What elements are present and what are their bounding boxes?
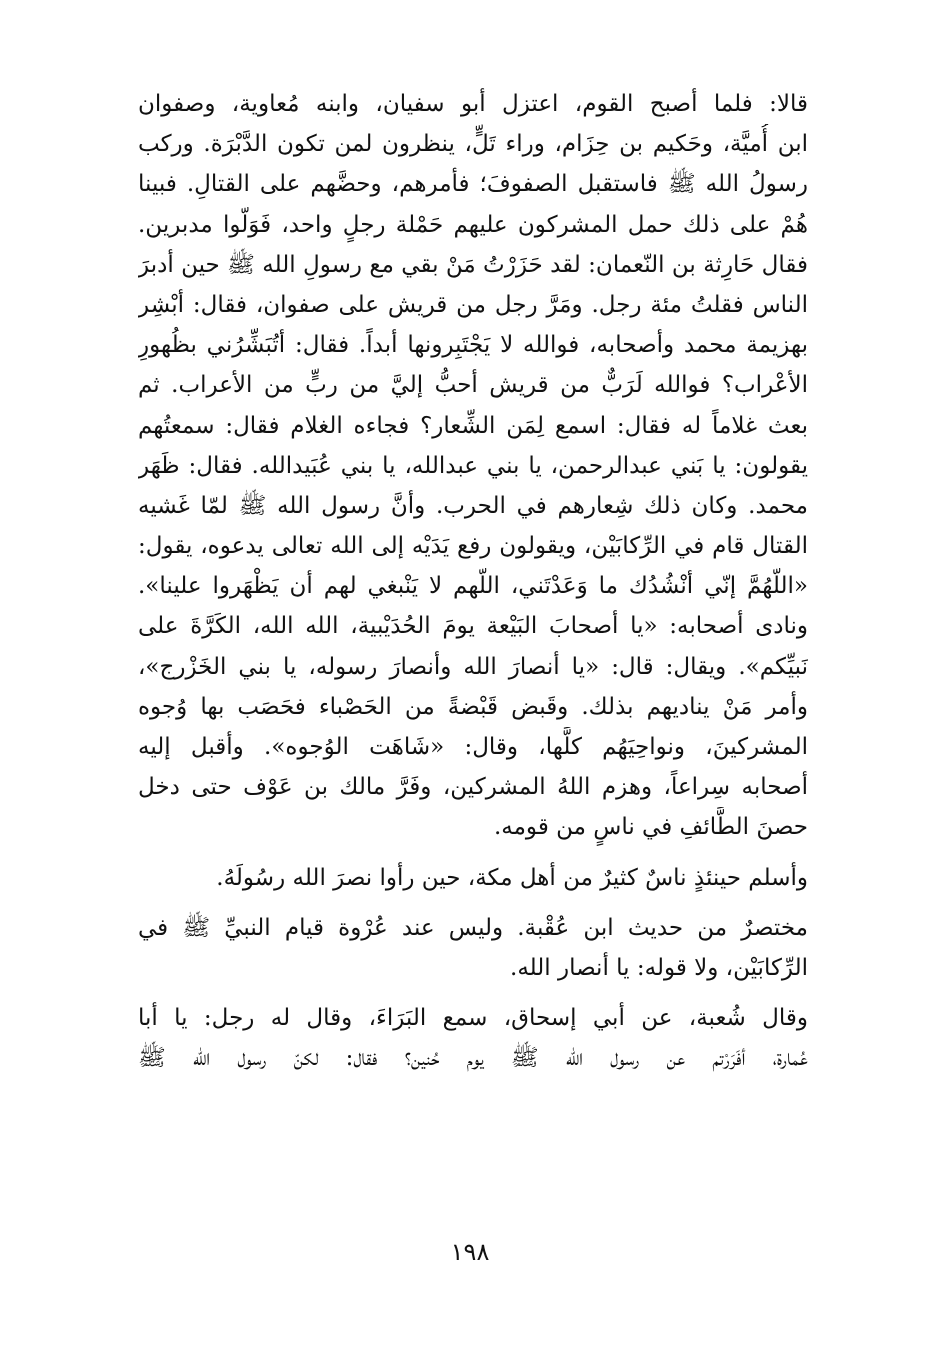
text-line: «اللّهُمَّ إنّي أنْشُدُك ما وَعَدْتَني، اللّهم لا يَنْبغي لهم أن يَظْهَروا علينا». [138, 573, 808, 600]
text-line: وأسلم حينئذٍ ناسٌ كثيرٌ من أهل مكة، حين رأوا نصرَ الله رسُولَهُ. [216, 864, 808, 891]
text-line: ونادى أصحابه: «يا أصحابَ البَيْعة يومَ الحُدَيْبية، الله الله، الكَرَّةَ على [138, 613, 808, 640]
paragraph-gap [138, 898, 808, 908]
text-line: محمد. وكان ذلك شِعارهم في الحرب. وأنَّ رسول الله ﷺ لمّا غَشيه [138, 492, 808, 519]
text-line: رسولُ الله ﷺ فاستقبل الصفوفَ؛ فأمرهم، وحضَّهم على القتالِ. فبينا [138, 171, 808, 198]
page-body [138, 84, 808, 1079]
text-line: مختصرٌ من حديث ابن عُقْبة. وليس عند عُرْوة قيام النبيِّ ﷺ في [138, 914, 808, 941]
text-line: الرِّكابَيْن، ولا قوله: يا أنصار الله. [510, 954, 808, 981]
paragraph-3 [138, 908, 808, 988]
text-line: بهزيمة محمد وأصحابه، فوالله لا يَجْتَبِرونها أبداً. فقال: أتُبَشِّرُني بظُهورِ [138, 332, 808, 359]
paragraph-2 [138, 858, 808, 898]
text-line: يقولون: يا بَني عبدالرحمن، يا بني عبدالله، يا بني عُبَيدالله. فقال: ظَهَر [138, 452, 808, 479]
text-line: حصنَ الطَّائفِ في ناسٍ من قومه. [493, 814, 808, 841]
text-line: أصحابه سِراعاً، وهزم اللهُ المشركين، وفَرَّ مالك بن عَوْف حتى دخل [138, 774, 808, 801]
text-line: نَبيِّكم». ويقال: قال: «يا أنصارَ الله وأنصارَ رسوله، يا بني الخَزْرج»، [138, 653, 808, 680]
text-line: قالا: فلما أصبح القوم، اعتزل أبو سفيان، وابنه مُعاوية، وصفوان [138, 91, 808, 117]
text-line: وقال شُعبة، عن أبي إسحاق، سمع البَرَاءَ، وقال له رجل: يا أبا [138, 1005, 808, 1032]
text-line: فقال حَارِثة بن النّعمان: لقد حَزَرْتُ مَنْ بقي مع رسولِ الله ﷺ حين أدبرَ [138, 251, 808, 278]
paragraph-1 [138, 84, 808, 848]
text-line: وأمر مَنْ يناديهم بذلك. وقَبض قَبْضةً من الحَصْباء فحَصَب بها وُجوه [138, 693, 808, 720]
text-line: القتال قام في الرِّكابَيْن، ويقولون رفع يَدَيْه إلى الله تعالى يدعوه، يقول: [138, 533, 808, 560]
paragraph-4 [138, 998, 808, 1078]
text-line: ابن أُميَّة، وحَكيم بن حِزَام، وراء تَلٍّ، ينظرون لمن تكون الدَّبْرَة. وركب [138, 131, 808, 158]
paragraph-gap [138, 988, 808, 998]
page-number: ١٩٨ [450, 1238, 490, 1266]
text-line: هُمْ على ذلك حمل المشركون عليهم حَمْلة رجلٍ واحد، فَوَلّوا مدبرين. [138, 211, 808, 238]
text-line: عُمارة، أفَرَرْتم عن رسول الله ﷺ يوم حُنين؟ فقال: لكنّ رسول الله ﷺ [138, 1045, 808, 1072]
text-line: الأعْراب؟ فوالله لَرَبٌّ من قريش أحبُّ إليَّ من ربٍّ من الأعراب. ثم [138, 372, 808, 399]
text-line: الناس فقلتُ مئة رجل. ومَرَّ رجل من قريش على صفوان، فقال: أبْشِر [138, 291, 808, 318]
text-line: بعث غلاماً له فقال: اسمع لِمَن الشِّعار؟ فجاءه الغلام فقال: سمعتُهم [138, 412, 808, 439]
paragraph-gap [138, 848, 808, 858]
text-line: المشركينَ، ونواحِيَهُم كلَّها، وقال: «شَاهَت الوُجوه». وأقبل إليه [138, 734, 808, 760]
